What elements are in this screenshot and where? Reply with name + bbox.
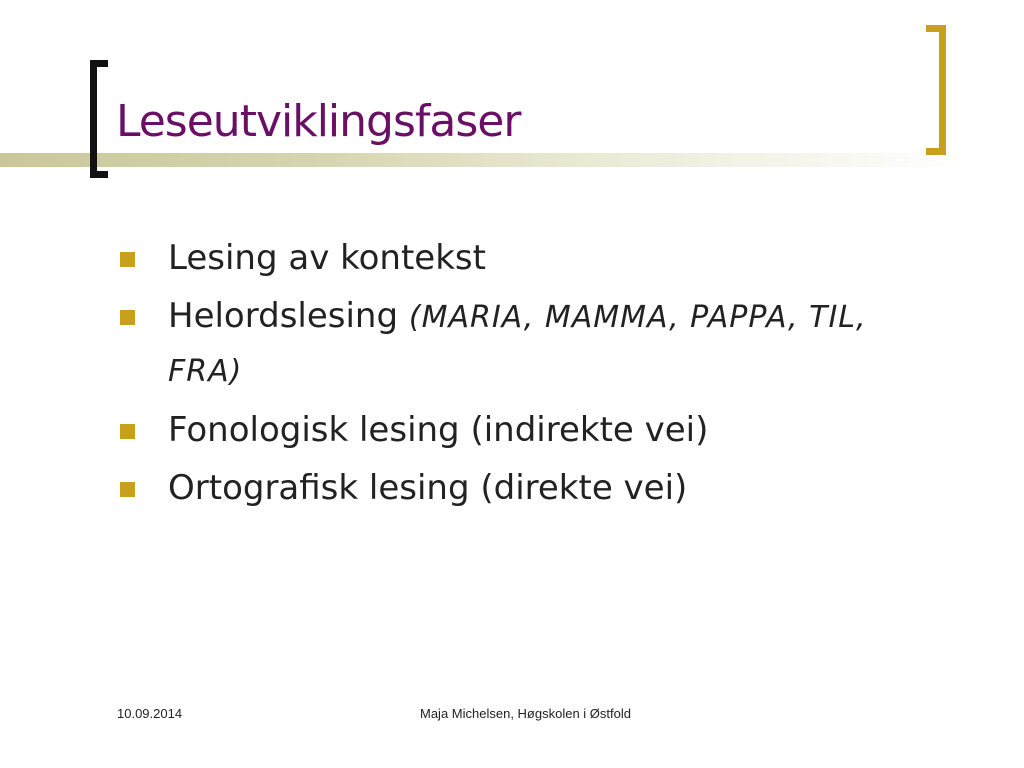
bullet-text: Fonologisk lesing (indirekte vei) <box>168 410 709 450</box>
square-bullet-icon <box>120 252 135 267</box>
bullet-item <box>120 232 880 284</box>
square-bullet-icon <box>120 424 135 439</box>
bullet-text: Lesing av kontekst <box>168 238 486 278</box>
footer-date: 10.09.2014 <box>117 706 183 721</box>
footer-author: Maja Michelsen, Høgskolen i Østfold <box>420 706 631 721</box>
bullet-list <box>120 232 880 520</box>
slide-title: Leseutviklingsfaser <box>116 96 521 147</box>
square-bullet-icon <box>120 482 135 497</box>
bullet-item <box>120 462 880 514</box>
right-bracket-decoration <box>926 25 946 155</box>
bullet-text: Ortografisk lesing (direkte vei) <box>168 468 688 508</box>
bullet-text: Helordslesing <box>168 296 409 336</box>
bullet-example-text: (MARIA, MAMMA, PAPPA, TIL, FRA) <box>168 300 867 389</box>
bullet-item <box>120 290 880 398</box>
square-bullet-icon <box>120 310 135 325</box>
title-band-decoration <box>0 153 1024 167</box>
left-bracket-decoration <box>90 60 108 178</box>
bullet-item <box>120 404 880 456</box>
